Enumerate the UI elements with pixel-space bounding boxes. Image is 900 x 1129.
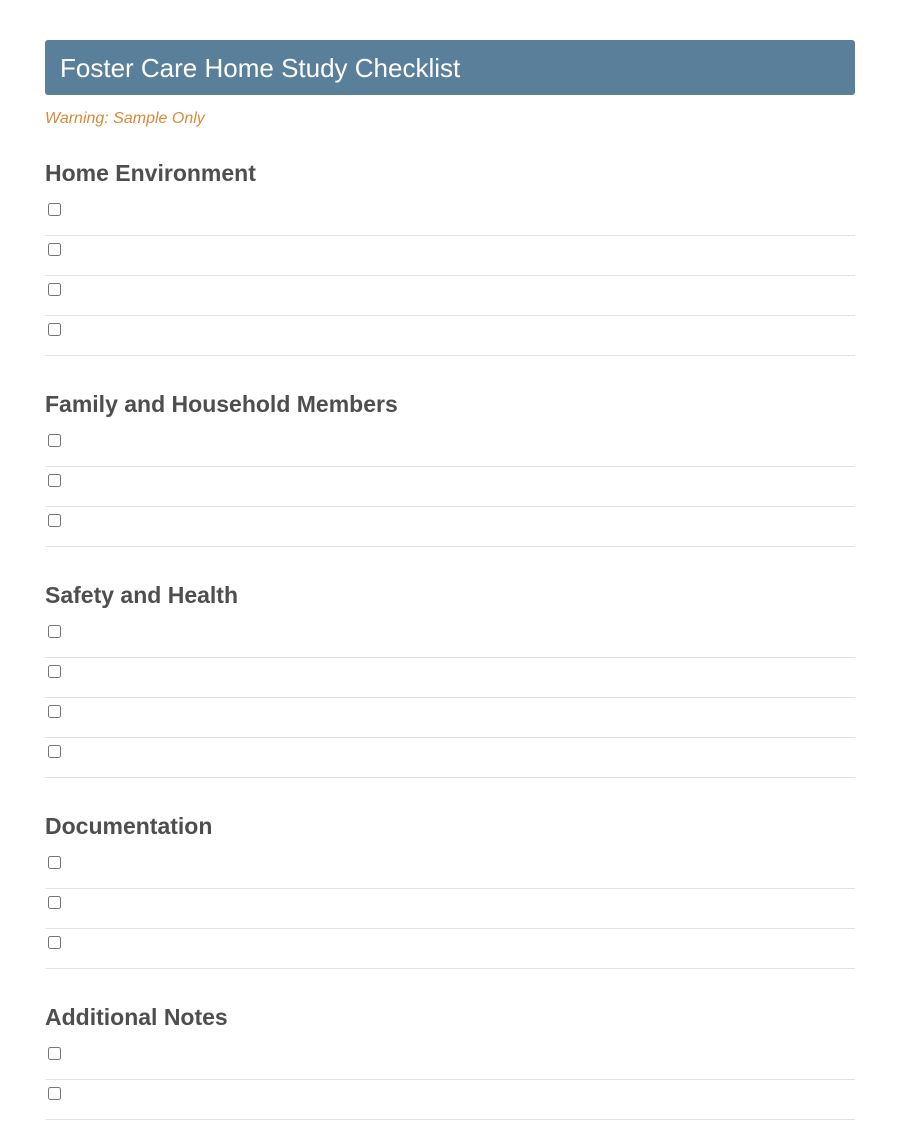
item-checkbox[interactable] bbox=[48, 936, 61, 949]
checklist-items bbox=[45, 196, 855, 356]
checklist-items bbox=[45, 618, 855, 778]
item-checkbox[interactable] bbox=[48, 896, 61, 909]
title-bar bbox=[45, 40, 855, 95]
checklist-item bbox=[45, 849, 855, 889]
item-checkbox[interactable] bbox=[48, 474, 61, 487]
checklist-sections bbox=[45, 160, 855, 1120]
item-checkbox[interactable] bbox=[48, 625, 61, 638]
item-checkbox[interactable] bbox=[48, 283, 61, 296]
checklist-section bbox=[45, 391, 855, 547]
section-heading: Documentation bbox=[45, 813, 213, 839]
item-checkbox[interactable] bbox=[48, 856, 61, 869]
item-checkbox[interactable] bbox=[48, 243, 61, 256]
item-checkbox[interactable] bbox=[48, 1087, 61, 1100]
checklist-section bbox=[45, 582, 855, 778]
checklist-item bbox=[45, 507, 855, 547]
checklist-items bbox=[45, 427, 855, 547]
item-checkbox[interactable] bbox=[48, 434, 61, 447]
checklist-item bbox=[45, 427, 855, 467]
checklist-section bbox=[45, 813, 855, 969]
checklist-item bbox=[45, 276, 855, 316]
checklist-item bbox=[45, 698, 855, 738]
item-checkbox[interactable] bbox=[48, 1047, 61, 1060]
checklist-section bbox=[45, 160, 855, 356]
item-checkbox[interactable] bbox=[48, 665, 61, 678]
checklist-item bbox=[45, 467, 855, 507]
checklist-item bbox=[45, 929, 855, 969]
item-checkbox[interactable] bbox=[48, 745, 61, 758]
checklist-item bbox=[45, 196, 855, 236]
checklist-item bbox=[45, 618, 855, 658]
checklist-item bbox=[45, 658, 855, 698]
checklist-section bbox=[45, 1004, 855, 1120]
page-title: Foster Care Home Study Checklist bbox=[60, 52, 461, 83]
checklist-item bbox=[45, 236, 855, 276]
item-checkbox[interactable] bbox=[48, 203, 61, 216]
checklist-page bbox=[45, 40, 855, 1120]
checklist-item bbox=[45, 1080, 855, 1120]
section-heading: Safety and Health bbox=[45, 582, 238, 608]
checklist-items bbox=[45, 849, 855, 969]
item-checkbox[interactable] bbox=[48, 323, 61, 336]
section-heading: Home Environment bbox=[45, 160, 256, 186]
checklist-item bbox=[45, 1040, 855, 1080]
item-checkbox[interactable] bbox=[48, 705, 61, 718]
section-heading: Family and Household Members bbox=[45, 391, 398, 417]
sample-warning: Warning: Sample Only bbox=[45, 110, 205, 127]
section-heading: Additional Notes bbox=[45, 1004, 228, 1030]
checklist-item bbox=[45, 738, 855, 778]
checklist-item bbox=[45, 889, 855, 929]
checklist-items bbox=[45, 1040, 855, 1120]
checklist-item bbox=[45, 316, 855, 356]
item-checkbox[interactable] bbox=[48, 514, 61, 527]
